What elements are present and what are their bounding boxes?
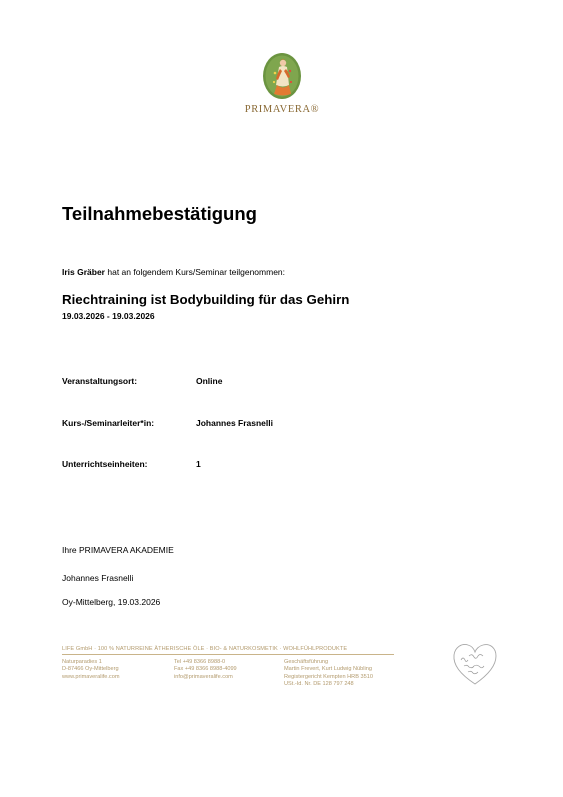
participation-statement [62,267,285,277]
footer-line: Martin Frevert, Kurt Ludwig Nübling [284,666,372,673]
participant-name: Iris Gräber [62,267,105,277]
footer-website-link[interactable]: www.primaveralife.com [62,673,120,680]
footer-line: D-87466 Oy-Mittelberg [62,666,119,673]
place-and-date: Oy-Mittelberg, 19.03.2026 [62,597,161,607]
detail-label: Veranstaltungsort: [62,376,138,386]
footer-management [284,659,373,688]
footer-tagline: LIFE GmbH · 100 % NATURREINE ÄTHERISCHE ÖLE · BIO- & NATURKOSMETIK · WOHLFÜHLPRODUKTE [62,646,394,655]
intro-text: hat an folgendem Kurs/Seminar teilgenommen: [105,267,286,277]
footer-contact [174,659,237,681]
flora-figure-logo-icon [262,52,302,100]
heart-seal-icon [450,640,500,688]
detail-value: Johannes Frasnelli [196,418,273,428]
document-title: Teilnahmebestätigung [62,203,257,224]
detail-value: Online [196,376,223,386]
detail-label: Unterrichtseinheiten: [62,459,148,469]
brand-name: PRIMAVERA® [244,104,320,115]
footer-line: Registergericht Kempten HRB 3510 [284,673,373,680]
course-dates: 19.03.2026 - 19.03.2026 [62,311,155,321]
footer-address [62,659,120,681]
course-title: Riechtraining ist Bodybuilding für das Gehirn [62,292,350,307]
signatory-name: Johannes Frasnelli [62,573,134,583]
footer-line: Geschäftsführung [284,659,329,665]
footer-line: Tel +49 8366 8988-0 [174,659,226,665]
letterhead-footer [62,646,394,693]
footer-line: Fax +49 8366 8988-4099 [174,666,237,673]
footer-line: Naturparadies 1 [62,659,102,665]
footer-line: USt.-Id. Nr. DE 128 797 248 [284,680,354,687]
closing-text: Ihre PRIMAVERA AKADEMIE [62,545,174,555]
primavera-logo [240,52,324,115]
detail-value: 1 [196,459,201,469]
detail-label: Kurs-/Seminarleiter*in: [62,418,155,428]
footer-email-link[interactable]: info@primaveralife.com [174,673,233,680]
